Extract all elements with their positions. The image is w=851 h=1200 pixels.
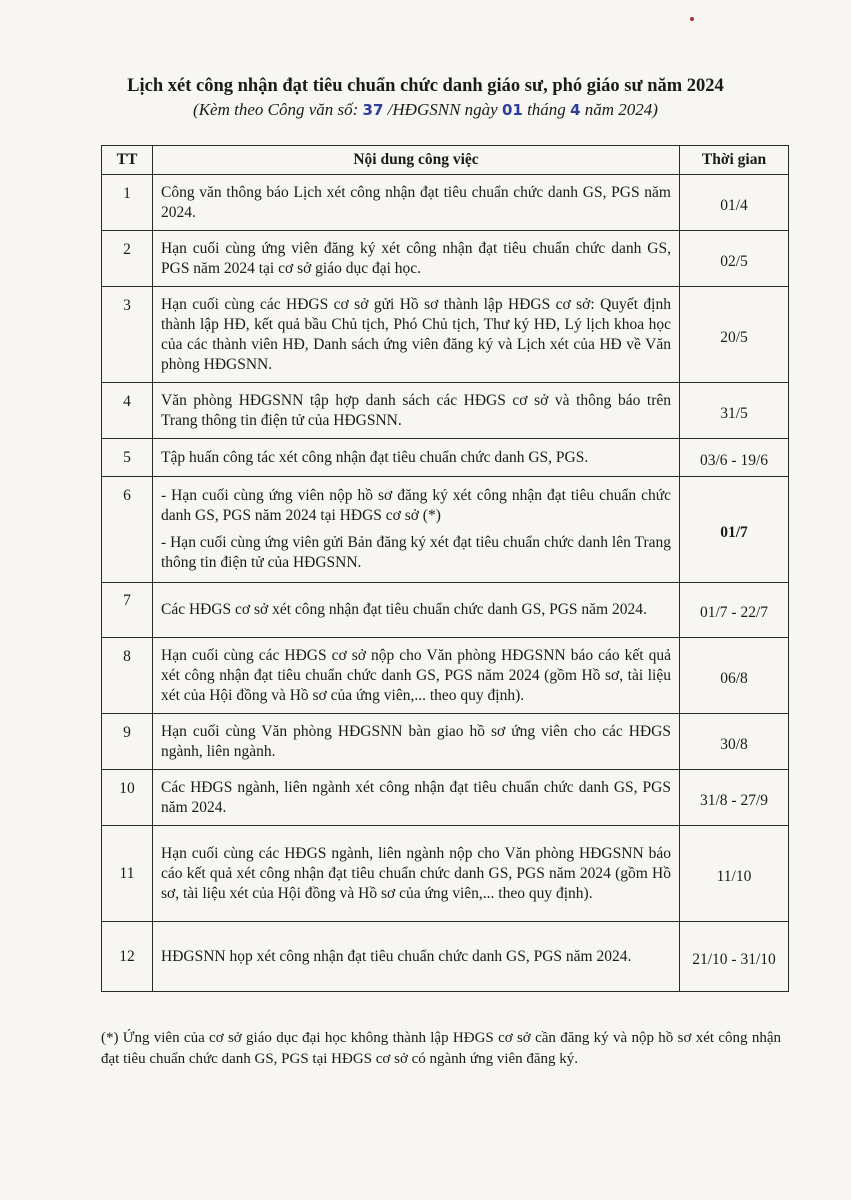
row-time: 03/6 - 19/6 xyxy=(680,439,789,477)
row-content: Các HĐGS ngành, liên ngành xét công nhận đạt tiêu chuẩn chức danh GS, PGS năm 2024. xyxy=(153,770,680,826)
row-number: 1 xyxy=(102,175,153,231)
table-row xyxy=(102,383,789,439)
row-content: Văn phòng HĐGSNN tập hợp danh sách các HĐGS cơ sở và thông báo trên Trang thông tin điện tử của HĐGSNN. xyxy=(153,383,680,439)
row-number: 11 xyxy=(102,826,153,922)
document-title: Lịch xét công nhận đạt tiêu chuẩn chức danh giáo sư, phó giáo sư năm 2024 xyxy=(127,76,724,96)
handwritten-day: 01 xyxy=(501,101,523,119)
row-number: 10 xyxy=(102,770,153,826)
row-content: Hạn cuối cùng Văn phòng HĐGSNN bàn giao hồ sơ ứng viên cho các HĐGS ngành, liên ngành. xyxy=(153,714,680,770)
row-content: Hạn cuối cùng ứng viên đăng ký xét công nhận đạt tiêu chuẩn chức danh GS, PGS năm 2024 tại cơ sở giáo dục đại học. xyxy=(153,231,680,287)
table-row xyxy=(102,439,789,477)
row-time: 31/5 xyxy=(680,383,789,439)
row-time: 01/7 xyxy=(680,477,789,583)
footnote: (*) Ứng viên của cơ sở giáo dục đại học không thành lập HĐGS cơ sở cần đăng ký và nộp hồ sơ xét công nhận đạt tiêu chuẩn chức danh GS, PGS tại HĐGS cơ sở có ngành ứng viên đăng ký. xyxy=(101,1030,781,1067)
table-row xyxy=(102,231,789,287)
row-number: 3 xyxy=(102,287,153,383)
handwritten-month: 4 xyxy=(570,101,581,119)
row-time: 02/5 xyxy=(680,231,789,287)
subtitle-prefix: (Kèm theo Công văn số: xyxy=(193,100,359,119)
subtitle-suffix: năm 2024) xyxy=(584,100,658,119)
table-row xyxy=(102,638,789,714)
subtitle-mid1: /HĐGSNN ngày xyxy=(387,100,498,119)
row-content: Các HĐGS cơ sở xét công nhận đạt tiêu chuẩn chức danh GS, PGS năm 2024. xyxy=(153,583,680,638)
row-content: Tập huấn công tác xét công nhận đạt tiêu chuẩn chức danh GS, PGS. xyxy=(153,439,680,477)
header-tt: TT xyxy=(102,146,153,175)
ink-speck xyxy=(690,17,694,21)
row-time: 01/4 xyxy=(680,175,789,231)
table-header-row xyxy=(102,146,789,175)
row-number: 2 xyxy=(102,231,153,287)
table-row xyxy=(102,770,789,826)
row-number: 9 xyxy=(102,714,153,770)
header-time: Thời gian xyxy=(680,146,789,175)
row-time: 11/10 xyxy=(680,826,789,922)
row-time: 01/7 - 22/7 xyxy=(680,583,789,638)
row-number: 5 xyxy=(102,439,153,477)
handwritten-number: 37 xyxy=(362,101,384,119)
table-row xyxy=(102,583,789,638)
row-number: 8 xyxy=(102,638,153,714)
row-time: 30/8 xyxy=(680,714,789,770)
row-number: 12 xyxy=(102,922,153,992)
row-content: Hạn cuối cùng các HĐGS ngành, liên ngành nộp cho Văn phòng HĐGSNN báo cáo kết quả xét công nhận đạt tiêu chuẩn chức danh GS, PGS năm 2024 (gồm Hồ sơ, tài liệu xét của Hội đồng và Hồ sơ của ứng viên,... theo quy định). xyxy=(153,826,680,922)
row-time: 21/10 - 31/10 xyxy=(680,922,789,992)
row-time: 31/8 - 27/9 xyxy=(680,770,789,826)
row-number: 7 xyxy=(102,583,153,638)
row-time: 20/5 xyxy=(680,287,789,383)
subtitle-mid2: tháng xyxy=(527,100,566,119)
table-row xyxy=(102,175,789,231)
header-content: Nội dung công việc xyxy=(153,146,680,175)
table-row xyxy=(102,826,789,922)
schedule-table xyxy=(101,145,789,992)
row-content: Hạn cuối cùng các HĐGS cơ sở gửi Hồ sơ thành lập HĐGS cơ sở: Quyết định thành lập HĐ, kết quả bầu Chủ tịch, Phó Chủ tịch, Thư ký HĐ, Lý lịch khoa học của các thành viên HĐ, Danh sách ứng viên đăng ký và Lịch xét của HĐ về Văn phòng HĐGSNN. xyxy=(153,287,680,383)
table-row xyxy=(102,287,789,383)
table-row xyxy=(102,922,789,992)
row-content: Hạn cuối cùng các HĐGS cơ sở nộp cho Văn phòng HĐGSNN báo cáo kết quả xét công nhận đạt tiêu chuẩn chức danh GS, PGS năm 2024 (gồm Hồ sơ, tài liệu xét của Hội đồng và Hồ sơ của ứng viên,... theo quy định). xyxy=(153,638,680,714)
document-subtitle xyxy=(0,98,851,122)
row-number: 4 xyxy=(102,383,153,439)
table-row xyxy=(102,477,789,583)
row-content: Công văn thông báo Lịch xét công nhận đạt tiêu chuẩn chức danh GS, PGS năm 2024. xyxy=(153,175,680,231)
row-number: 6 xyxy=(102,477,153,583)
row-content: - Hạn cuối cùng ứng viên nộp hồ sơ đăng ký xét công nhận đạt tiêu chuẩn chức danh GS, PGS năm 2024 tại HĐGS cơ sở (*) - Hạn cuối cùng ứng viên gửi Bản đăng ký xét đạt tiêu chuẩn chức danh lên Trang thông tin điện tử của HĐGSNN. xyxy=(153,477,680,583)
table-row xyxy=(102,714,789,770)
row-content: HĐGSNN họp xét công nhận đạt tiêu chuẩn chức danh GS, PGS năm 2024. xyxy=(153,922,680,992)
row-time: 06/8 xyxy=(680,638,789,714)
